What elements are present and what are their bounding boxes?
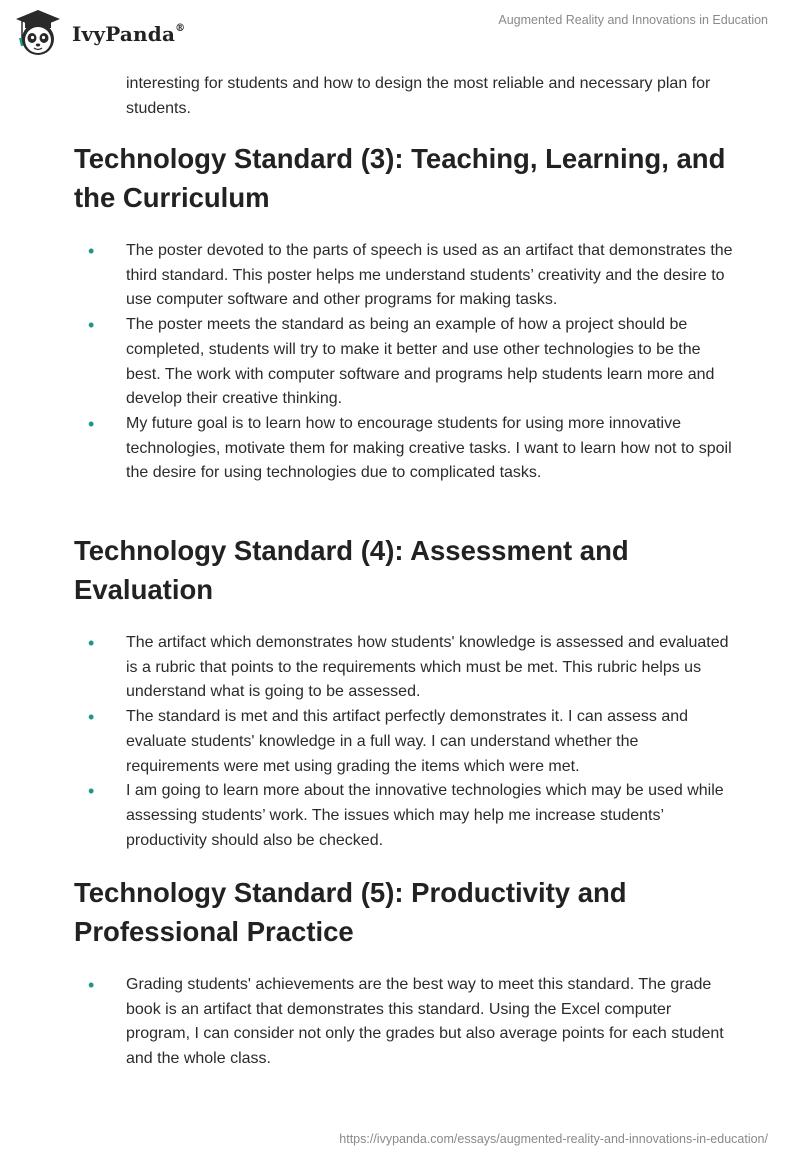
bullet-icon: • xyxy=(88,975,95,995)
panda-logo-icon xyxy=(12,8,64,58)
bullet-icon: • xyxy=(88,241,95,261)
bullet-icon: • xyxy=(88,633,95,653)
list-item: • The poster devoted to the parts of speech is used as an artifact that demonstrates the third standard. This poster helps me understand students’ creativity and the desire to use computer software and other programs for making tasks. xyxy=(88,241,733,309)
list-item: • The standard is met and this artifact perfectly demonstrates it. I can assess and evaluate students' knowledge in a full way. I can understand whether the requirements were met using grading the items which were met. xyxy=(88,707,689,775)
ivypanda-logo[interactable] xyxy=(12,8,212,58)
bullet-list-standard-3 xyxy=(74,239,734,486)
bullet-list-standard-5 xyxy=(74,973,734,1072)
bullet-icon: • xyxy=(88,707,95,728)
list-item: • The artifact which demonstrates how students' knowledge is assessed and evaluated is a rubric that points to the requirements which must be met. This rubric helps us understand what is going to be assessed. xyxy=(88,633,729,701)
list-item: • Grading students' achievements are the best way to meet this standard. The grade book is an artifact that demonstrates this standard. Using the Excel computer program, I can consider not only the grades but also average points for each student and the whole class. xyxy=(88,975,724,1068)
source-url-link[interactable]: https://ivypanda.com/essays/augmented-reality-and-innovations-in-education/ xyxy=(339,1132,768,1146)
section-heading-standard-5: Technology Standard (5): Productivity and Professional Practice xyxy=(74,877,627,947)
bullet-icon: • xyxy=(88,781,95,802)
list-item: • My future goal is to learn how to encourage students for using more innovative technologies, motivate them for making creative tasks. I want to learn how not to spoil the desire for using technologies due to complicated tasks. xyxy=(88,413,732,482)
bullet-icon: • xyxy=(88,315,95,336)
document-title: Augmented Reality and Innovations in Education xyxy=(498,13,768,27)
lead-paragraph: interesting for students and how to design the most reliable and necessary plan for students. xyxy=(126,75,711,117)
list-item: • The poster meets the standard as being an example of how a project should be completed, students will try to make it better and use other technologies to be the best. The work with computer software and programs help students learn more and develop their creative thinking. xyxy=(88,315,715,408)
brand-name: IvyPanda® xyxy=(72,22,186,46)
bullet-icon: • xyxy=(88,413,95,434)
bullet-list-standard-4 xyxy=(74,631,734,853)
section-heading-standard-3: Technology Standard (3): Teaching, Learning, and the Curriculum xyxy=(74,143,726,213)
section-heading-standard-4: Technology Standard (4): Assessment and Evaluation xyxy=(74,535,629,605)
page-header xyxy=(0,0,800,64)
list-item: • I am going to learn more about the innovative technologies which may be used while assessing students’ work. The issues which may help me increase students’ productivity should also be checked. xyxy=(88,781,724,849)
